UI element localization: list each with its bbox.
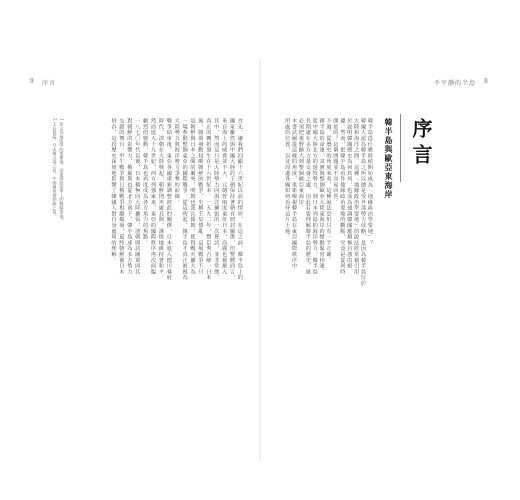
right-running-header: 不平靜的半島 bbox=[434, 80, 477, 87]
right-page-number: 8 bbox=[484, 78, 489, 85]
body-text-column: 於說明韓國歷史為何坎坷，也成為強調韓國應積極自強的根 bbox=[346, 118, 353, 269]
body-text-column: 國家雖然與中國大陸的王朝保持著朝貢冊封關係，但整體而言， bbox=[229, 118, 235, 281]
body-text-column: 長期處在多方力量交會之處。因此若要理解韓半島的歷史，就 bbox=[304, 118, 311, 275]
left-page-number: 9 bbox=[30, 78, 35, 85]
body-text-column: 從中國大陸北方的遊牧勢力、到日本列島的海洋勢力，韓半島 bbox=[311, 118, 318, 275]
body-text-column: 開始的？這個問題並不容易回答。 bbox=[332, 118, 339, 205]
body-text-column: 後，隨即發動侵略朝鮮的戰爭，史稱壬辰倭亂。這場戰爭不只 bbox=[197, 118, 204, 275]
body-text-column: 是朝鮮與日本之間的衝突，明朝也派兵援朝，使得戰火擴大為 bbox=[189, 118, 196, 275]
footnote-line: 2 壬辰倭亂，日本稱文祿之役，中國稱萬曆朝鮮之役。 bbox=[52, 118, 58, 219]
body-text-column: 併吞，這段歷史深刻地影響了韓國人對自身處境的理解。 bbox=[110, 118, 117, 263]
body-text-column: 首先，讓我們回顧十六世紀以前的情形。在這之前，韓半島上的 bbox=[236, 118, 243, 281]
body-text-column: 韓國人認為韓半島之所以總是受外部勢力侵略，是因為韓半島位於 bbox=[360, 118, 366, 287]
body-text-column: 時代，清朝在大陸興起，朝鮮則夾處其間，謹慎地維持著和平。 bbox=[157, 118, 164, 281]
body-text-column: 對朝鮮的影響力，俄羅斯也從北方南下，韓半島成為多方勢力 bbox=[126, 118, 133, 275]
body-text-column: 劇烈的變動，韓半島也再度成為各方角力的焦點。 bbox=[142, 118, 149, 246]
body-text-column: 必須把視野擴大到整個歐亞東海岸。 bbox=[297, 118, 304, 211]
title-divider bbox=[400, 114, 401, 182]
body-text-column: 真正的轉折發生在十六世紀末。一五九二年，豐臣秀吉統一日本 bbox=[205, 118, 212, 281]
body-text-column: 所處的位置，以及周邊各國如何看待這片土地。 bbox=[284, 118, 291, 240]
footnote-line: 1 原文為地政學的要衝地，即地緣政治學上的戰略要地。 bbox=[59, 118, 65, 223]
body-text-column: 韓半島的命運，其實與整個歐亞大陸東海岸的變動緊密相連， bbox=[318, 118, 325, 275]
left-running-header: 序言 bbox=[42, 80, 57, 87]
chapter-title: 序言 bbox=[409, 118, 433, 170]
body-text-column: 本書試圖從這樣的角度，重新檢視韓半島在東亞國際秩序中 bbox=[291, 118, 297, 269]
body-text-column: 戰爭結束後，東亞各國重新調整彼此的關係，日本進入德川幕府 bbox=[165, 118, 172, 281]
body-text-column: 一場牽動整個東亞的國際戰爭。從這時起，韓半島才真正被視為 bbox=[181, 118, 188, 281]
body-text-column: 然而進入十九世紀，西方列強東來，東亞的國際秩序再次面臨 bbox=[150, 118, 156, 275]
body-text-column: 大陸和海洋之間。這種「地緣政治學要地」的說法經常被引用 bbox=[353, 118, 360, 275]
body-text-column: 韓半島從什麼時候開始成為「地緣政治學要地」？ bbox=[366, 118, 373, 246]
body-text-column: 大陸勢力與海洋勢力爭奪的前線。 bbox=[173, 118, 180, 205]
body-text-column: 其中，然而這只是大陸勢力向海洋擴張的一次嘗試，並非常態。 bbox=[213, 118, 220, 281]
body-text-column: 不過，從歷史的角度來看，這種說法恐怕只有一半正確。 bbox=[325, 118, 332, 263]
body-text-column: 來自海上的威脅並不大。元朝曾兩度東征日本，高麗也被捲入 bbox=[221, 118, 228, 275]
chapter-subtitle: 韓半島與歐亞東海岸 bbox=[384, 118, 394, 199]
body-text-column: 一八七〇年代以後，日本積極向大陸擴張，清朝則試圖鞏固其 bbox=[134, 118, 141, 275]
body-text-column: 據。然而，把韓半島看作地緣政治要地的觀點，究竟是從何時 bbox=[339, 118, 346, 275]
body-text-column: 交錯的舞台。甲午戰爭與日俄戰爭相繼爆發，最終朝鮮被日本 bbox=[118, 118, 125, 275]
